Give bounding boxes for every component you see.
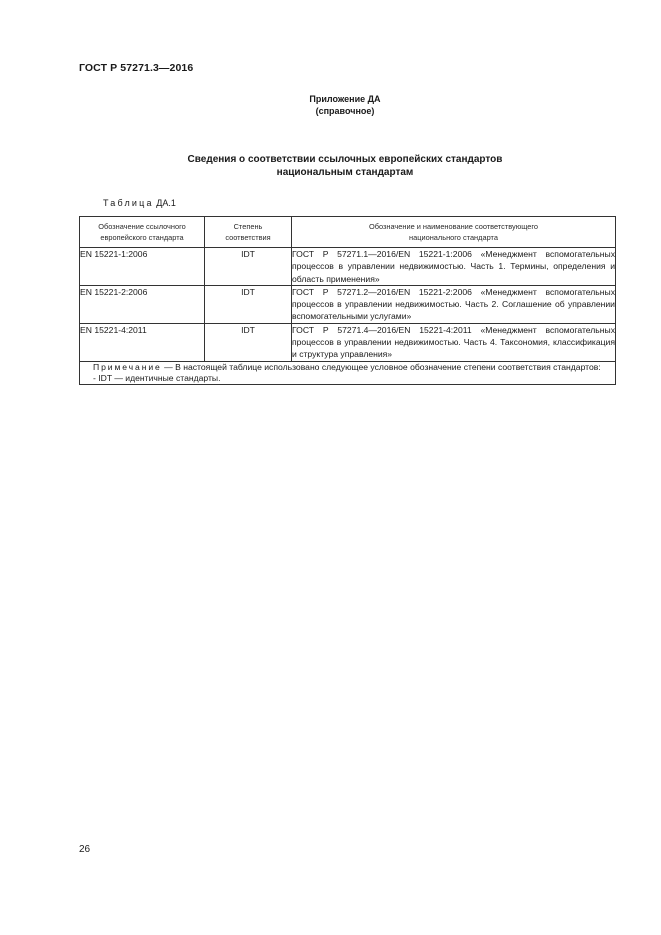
appendix-subtitle: (справочное) (315, 106, 375, 116)
header-national-line2: национального стандарта (409, 233, 498, 242)
cell-designation: EN 15221-1:2006 (80, 248, 205, 286)
section-title-line2: национальным стандартам (276, 167, 414, 178)
section-title (0, 153, 661, 179)
header-degree-line1: Степень (233, 222, 263, 231)
cell-degree: IDT (205, 248, 292, 286)
appendix-heading (0, 93, 661, 117)
cell-designation: EN 15221-2:2006 (80, 285, 205, 323)
note-text (80, 362, 615, 373)
table-caption-label: Таблица (103, 198, 154, 208)
table-row (80, 248, 616, 286)
table-caption-number: ДА.1 (156, 198, 176, 208)
cell-degree: IDT (205, 323, 292, 361)
cell-national: ГОСТ Р 57271.2—2016/EN 15221-2:2006 «Менеджмент вспомогательных процессов в управлении недвижимостью. Часть 2. Соглашение об управлении вспомогательными услугами» (292, 286, 615, 322)
page-number: 26 (79, 844, 91, 855)
header-designation (80, 217, 205, 248)
header-degree (205, 217, 292, 248)
cell-national: ГОСТ Р 57271.1—2016/EN 15221-1:2006 «Менеджмент вспомогательных процессов в управлении недвижимостью. Часть 1. Термины, определения и область применения» (292, 249, 615, 284)
cell-designation: EN 15221-4:2011 (80, 323, 205, 361)
header-designation-line1: Обозначение ссылочного (98, 222, 186, 231)
standards-table (79, 216, 616, 385)
header-degree-line2: соответствия (225, 233, 271, 242)
table-row (80, 323, 616, 361)
cell-degree: IDT (205, 285, 292, 323)
document-code: ГОСТ Р 57271.3—2016 (79, 62, 194, 74)
header-national (292, 217, 616, 248)
header-national-line1: Обозначение и наименование соответствующего (368, 222, 539, 231)
table-header-row (80, 217, 616, 248)
note-body: — В настоящей таблице использовано следующее условное обозначение степени соответствия стандартов: (161, 361, 601, 372)
cell-national: ГОСТ Р 57271.4—2016/EN 15221-4:2011 «Менеджмент вспомогательных процессов в управлении недвижимостью. Часть 4. Таксономия, классификация и структура управления» (292, 324, 615, 360)
note-list-item: - IDT — идентичные стандарты. (93, 373, 221, 384)
table-row (80, 285, 616, 323)
table-note (80, 361, 616, 385)
section-title-line1: Сведения о соответствии ссылочных европейских стандартов (187, 154, 503, 165)
table-note-row (80, 361, 616, 385)
header-designation-line2: европейского стандарта (100, 233, 184, 242)
appendix-title: Приложение ДА (309, 94, 381, 104)
note-label: Примечание (93, 361, 162, 372)
table-caption (103, 198, 176, 209)
